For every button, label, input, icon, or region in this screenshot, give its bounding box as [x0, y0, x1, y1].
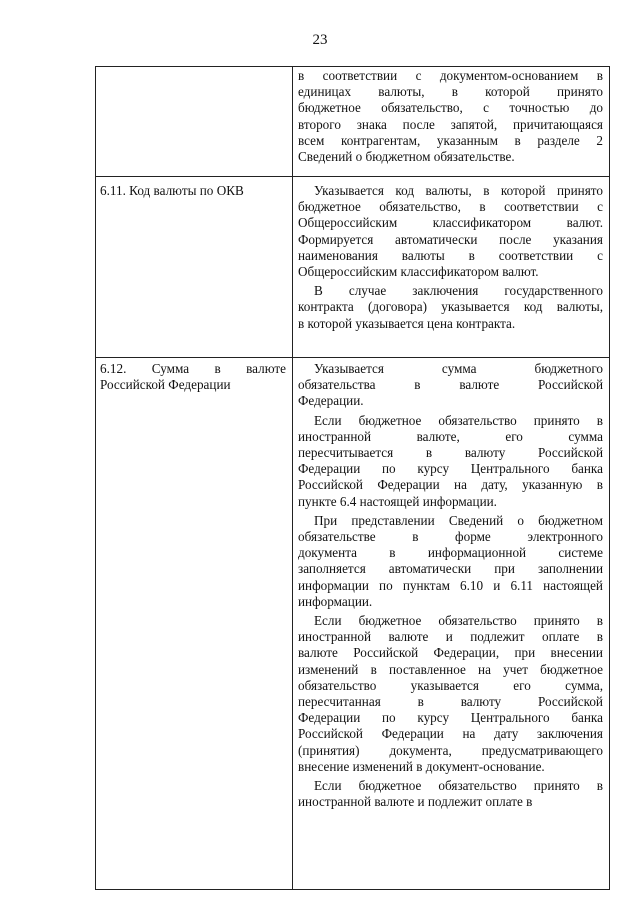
table-row — [96, 177, 610, 358]
description-line: заполняется автоматически при заполнении — [298, 561, 603, 577]
description-line: иностранной валюте и подлежит оплате в — [298, 794, 533, 810]
description-line: второго знака после запятой, причитающаяся — [298, 116, 603, 132]
description-paragraph — [298, 513, 603, 610]
description-line: Федерации. — [298, 393, 364, 409]
description-line: Общероссийским классификатором валют. — [298, 215, 603, 231]
description-line: в соответствии с документом-основанием в — [298, 68, 603, 83]
field-name: 6.11. Код валюты по ОКВ — [100, 183, 244, 198]
description-line: Формируется автоматически после указания — [298, 231, 603, 247]
description-line: Российской Федерации на дату, указанную в — [298, 477, 603, 493]
description-line: При представлении Сведений о бюджетном — [314, 512, 603, 528]
description-line: пункте 6.4 настоящей информации. — [298, 493, 497, 509]
budget-obligation-table — [95, 66, 610, 890]
field-description-cell — [293, 358, 610, 890]
description-line: изменений в поставленное на учет бюджетное — [298, 661, 603, 677]
description-line: единицах валюты, в которой принято — [298, 84, 603, 100]
description-line: обязательство указывается его сумма, — [298, 677, 603, 693]
field-name-line: Российской Федерации — [100, 377, 231, 393]
table-row — [96, 358, 610, 890]
description-line: Федерации по курсу Центрального банка — [298, 710, 603, 726]
description-paragraph — [298, 778, 603, 810]
description-line: контракта (договора) указывается код валюты, — [298, 299, 603, 315]
description-line: бюджетное обязательство, в соответствии с — [298, 199, 603, 215]
description-line: документа в информационной системе — [298, 545, 603, 561]
description-line: Указывается сумма бюджетного — [314, 361, 603, 376]
description-line: пересчитанная в валюту Российской — [298, 694, 603, 710]
description-line: обязательстве в форме электронного — [298, 529, 603, 545]
field-description-cell — [293, 67, 610, 177]
description-line: Если бюджетное обязательство принято в — [314, 778, 603, 794]
description-line: Федерации по курсу Центрального банка — [298, 461, 603, 477]
page-number: 23 — [312, 32, 328, 48]
description-line: пересчитывается в валюту Российской — [298, 445, 603, 461]
description-line: иностранной валюте и подлежит оплате в — [298, 629, 603, 645]
description-paragraph — [298, 68, 603, 165]
description-paragraph — [298, 613, 603, 775]
description-line: валюте Российской Федерации, при внесении — [298, 645, 603, 661]
description-line: Сведений о бюджетном обязательстве. — [298, 149, 515, 165]
field-name-cell — [96, 67, 293, 177]
description-paragraph — [298, 183, 603, 280]
field-name-line: 6.12. Сумма в валюте — [100, 361, 286, 376]
description-line: Российской Федерации на дату заключения — [298, 726, 603, 742]
description-line: всем контрагентам, указанным в разделе 2 — [298, 132, 603, 148]
table-row — [96, 67, 610, 177]
description-line: Общероссийским классификатором валют. — [298, 264, 539, 280]
description-paragraph — [298, 361, 603, 410]
description-line: обязательства в валюте Российской — [298, 377, 603, 393]
description-line: иностранной валюте, его сумма — [298, 428, 603, 444]
description-line: В случае заключения государственного — [314, 283, 603, 299]
description-line: информации по пунктам 6.10 и 6.11 настоящей — [298, 577, 603, 593]
description-line: в которой указывается цена контракта. — [298, 315, 516, 331]
description-paragraph — [298, 413, 603, 510]
description-line: (принятия) документа, предусматривающего — [298, 742, 603, 758]
description-line: Если бюджетное обязательство принято в — [314, 412, 603, 428]
field-name-cell — [96, 177, 293, 358]
description-line: Если бюджетное обязательство принято в — [314, 613, 603, 629]
description-line: наименования валюты в соответствии с — [298, 247, 603, 263]
description-line: Указывается код валюты, в которой принято — [314, 183, 603, 198]
description-paragraph — [298, 283, 603, 332]
description-line: информации. — [298, 593, 373, 609]
field-name-cell — [96, 358, 293, 890]
description-line: внесение изменений в документ-основание. — [298, 758, 545, 774]
field-description-cell — [293, 177, 610, 358]
description-line: бюджетное обязательство, с точностью до — [298, 100, 603, 116]
